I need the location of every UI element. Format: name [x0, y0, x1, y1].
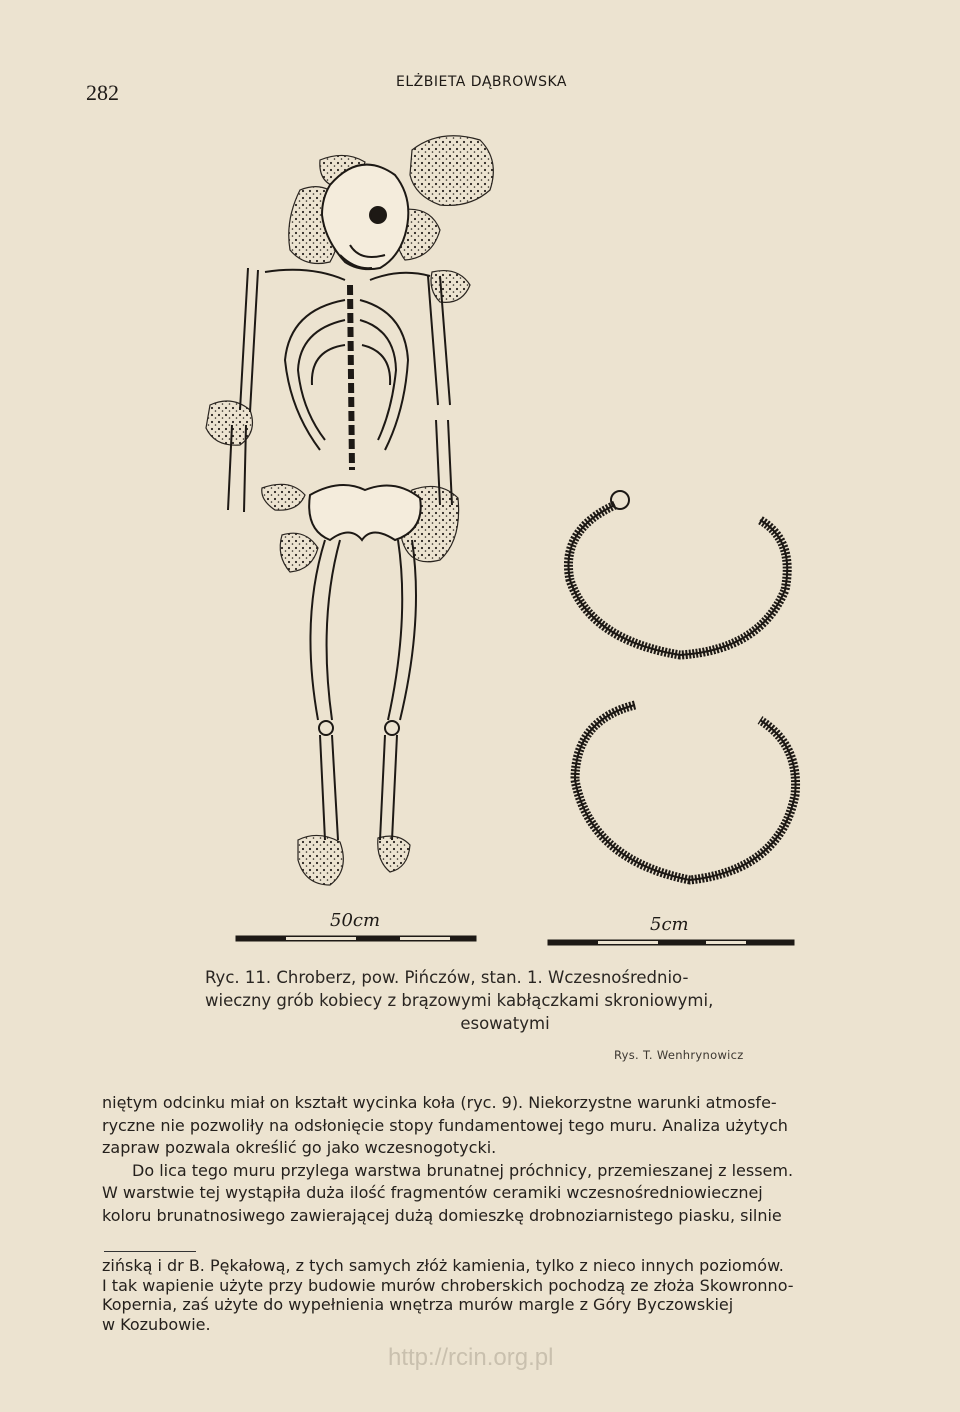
stone-hip-left — [280, 533, 318, 572]
page-number: 282 — [86, 80, 119, 105]
body-line: Do lica tego muru przylega warstwa brunatnej próchnicy, przemieszanej z lessem. — [132, 1160, 794, 1180]
footnote-rule — [104, 1251, 196, 1252]
temple-ring-top — [568, 505, 787, 655]
stone-top-right — [410, 136, 493, 206]
scale-bar-right — [548, 940, 794, 945]
watermark: http://rcin.org.pl — [388, 1344, 554, 1371]
stone-pelvis-left — [262, 484, 305, 510]
stone-shoulder-right — [431, 271, 470, 303]
figure-caption — [205, 966, 805, 1035]
footnote-line: Kopernia, zaś użyte do wypełnienia wnętrza murów margle z Góry Byczowskiej — [102, 1295, 734, 1314]
footnote-text — [102, 1256, 922, 1334]
scale-bar-left — [236, 936, 476, 941]
stone-feet-right — [378, 836, 410, 872]
scale-label-left: 50cm — [330, 910, 381, 931]
body-line: ryczne nie pozwoliły na odsłonięcie stopy fundamentowej tego muru. Analiza użytych — [102, 1115, 788, 1135]
body-line: niętym odcinku miał on kształt wycinka koła (ryc. 9). Niekorzystne warunki atmosfe- — [102, 1093, 777, 1112]
scale-label-right: 5cm — [650, 914, 689, 935]
skeleton — [228, 165, 452, 840]
body-line: zapraw pozwala określić go jako wczesnogotycki. — [102, 1138, 497, 1158]
running-head: ELŻBIETA DĄBROWSKA — [396, 74, 568, 90]
body-line: koloru brunatnosiwego zawierającej dużą domieszkę drobnoziarnistego piasku, silnie — [102, 1205, 782, 1225]
caption-line-2: wieczny grób kobiecy z brązowymi kabłączkami skroniowymi, — [205, 991, 714, 1010]
footnote-line: w Kozubowie. — [102, 1314, 211, 1334]
caption-line-3: esowatymi — [460, 1014, 550, 1033]
temple-rings — [568, 491, 795, 880]
stone-feet — [298, 835, 343, 885]
body-text — [102, 1092, 922, 1228]
drawing-credit: Rys. T. Wenhrynowicz — [614, 1048, 744, 1062]
pelvis — [309, 485, 421, 540]
skull — [322, 165, 408, 270]
caption-line-1: Ryc. 11. Chroberz, pow. Pińczów, stan. 1. Wczesnośrednio- — [205, 968, 689, 987]
footnote-line: I tak wapienie użyte przy budowie murów chroberskich pochodzą ze złoża Skowronno- — [102, 1275, 794, 1295]
body-line: W warstwie tej wystąpiła duża ilość fragmentów ceramiki wczesnośredniowiecznej — [102, 1183, 763, 1203]
footnote-line: zińską i dr B. Pękałową, z tych samych złóż kamienia, tylko z nieco innych poziomów. — [102, 1256, 784, 1275]
